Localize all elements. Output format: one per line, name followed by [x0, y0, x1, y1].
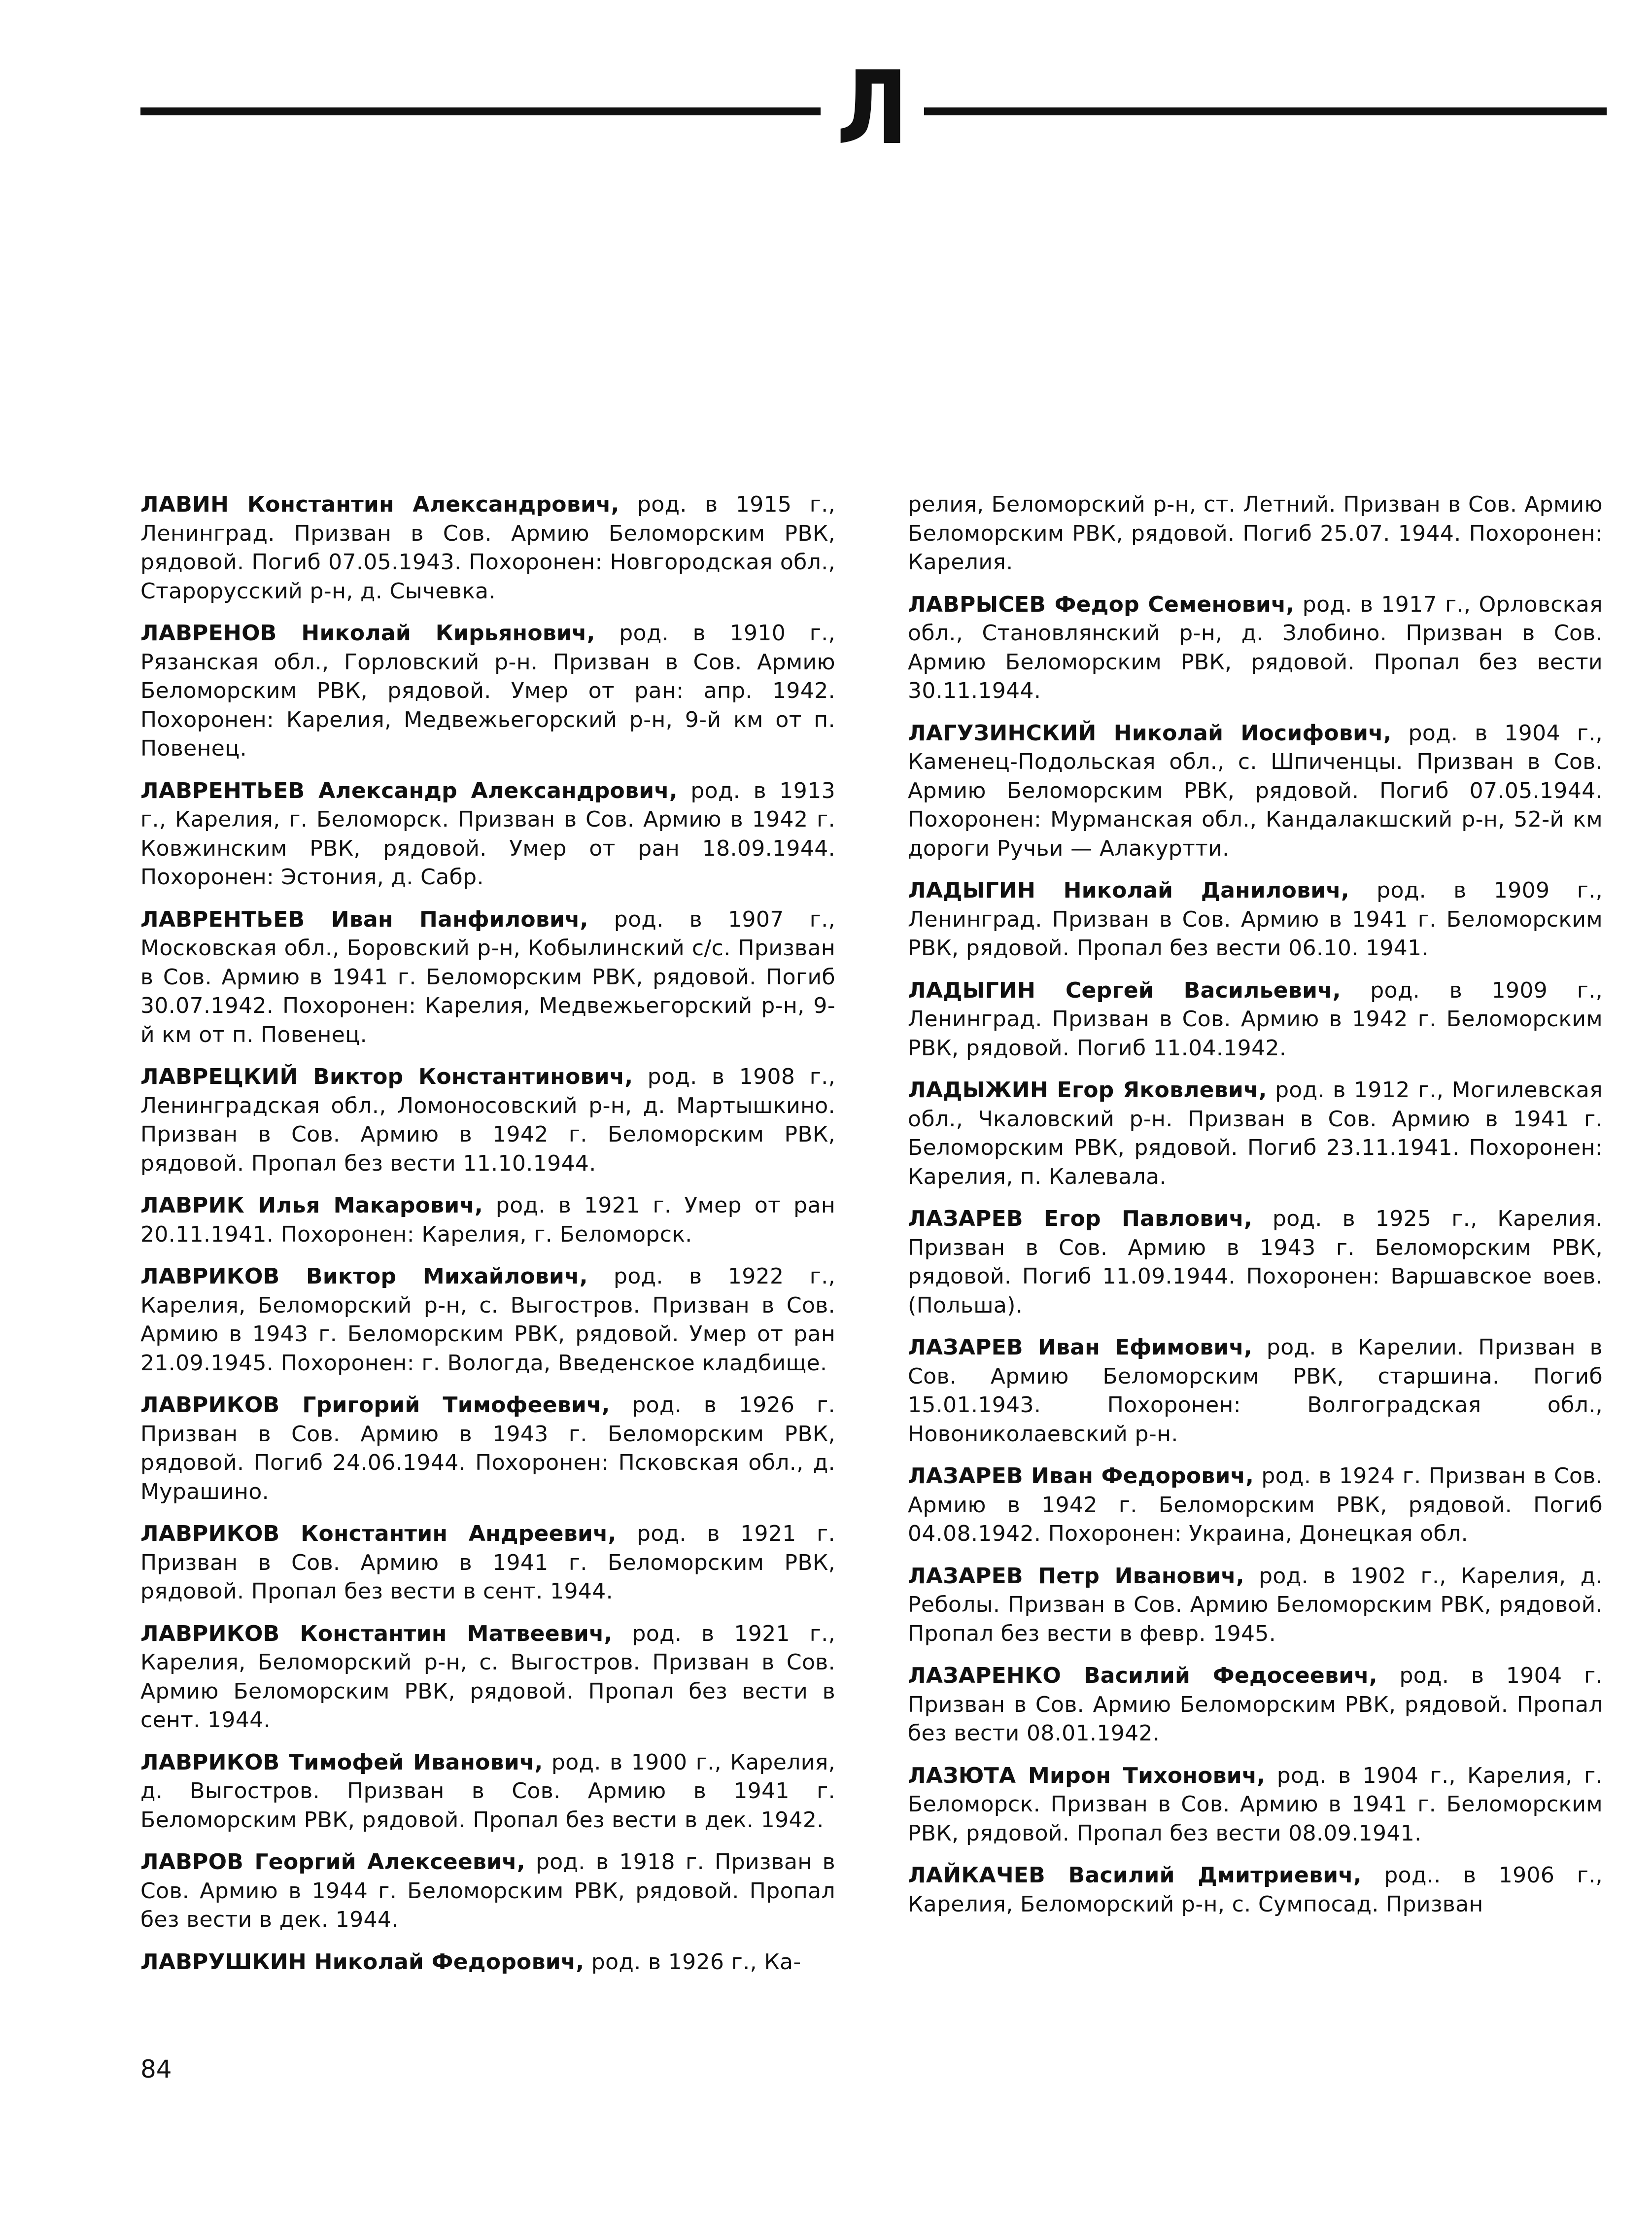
person-name: ЛАЗЮТА Мирон Тихонович, — [908, 1763, 1266, 1788]
person-entry — [140, 619, 835, 764]
person-name: ЛАВРИКОВ Константин Матвеевич, — [140, 1621, 613, 1646]
person-name: ЛАЙКАЧЕВ Василий Дмитриевич, — [908, 1863, 1362, 1888]
person-name: ЛАВРИК Илья Макарович, — [140, 1193, 483, 1218]
person-details: род. в 1904 г., Каменец-Подольская обл., с. Шпиченцы. Призван в Сов. Армию Беломорским РВК, рядовой. Погиб 07.05.1944. Похоронен: Мурманская обл., Кандалакшский р-н, 52-й км дороги Ручьи — Алакуртти. — [908, 720, 1603, 861]
person-name: ЛАВРЫСЕВ Федор Семенович, — [908, 591, 1295, 617]
person-details: род. в 1900 г., Карелия, д. Выгостров. Призван в Сов. Армию в 1941 г. Беломорским РВК, рядовой. Пропал без вести в дек. 1942. — [140, 1749, 836, 1833]
person-entry — [140, 1748, 835, 1835]
person-entry — [140, 1262, 835, 1378]
page-number: 84 — [140, 2055, 172, 2084]
person-entry — [140, 1191, 835, 1249]
person-entry — [908, 490, 1603, 577]
person-details: род. в 1917 г., Орловская обл., Становлянский р-н, д. Злобино. Призван в Сов. Армию Беломорским РВК, рядовой. Пропал без вести 30.11.1944. — [908, 591, 1603, 703]
person-entry — [908, 1861, 1603, 1919]
person-name: ЛАВРИКОВ Тимофей Иванович, — [140, 1749, 543, 1775]
person-entry — [140, 905, 835, 1050]
person-details: род. в 1910 г., Рязанская обл., Горловский р-н. Призван в Сов. Армию Беломорским РВК, рядовой. Умер от ран: апр. 1942. Похоронен: Карелия, Медвежьегорский р-н, 9-й км от п. Повенец. — [140, 621, 835, 761]
person-name: ЛАВРЕНТЬЕВ Александр Александрович, — [140, 778, 678, 803]
person-details: род. в Карелии. Призван в Сов. Армию Беломорским РВК, старшина. Погиб 15.01.1943. Похоронен: Волгоградская обл., Новониколаевский р-н. — [908, 1335, 1603, 1447]
right-column — [908, 490, 1603, 1932]
person-details: род. в 1918 г. Призван в Сов. Армию в 1944 г. Беломорским РВК, рядовой. Пропал без вести в дек. 1944. — [140, 1849, 835, 1932]
section-letter-header — [140, 50, 1607, 167]
person-entry — [140, 1520, 835, 1606]
person-details: род. в 1908 г., Ленинградская обл., Ломоносовский р-н, д. Мартышкино. Призван в Сов. Армию в 1942 г. Беломорским РВК, рядовой. Пропал без вести 11.10.1944. — [140, 1064, 835, 1176]
header-rule-left — [140, 107, 821, 115]
person-name: ЛАЗАРЕВ Петр Иванович, — [908, 1563, 1244, 1589]
person-entry — [908, 1662, 1603, 1748]
person-entry — [140, 1848, 835, 1935]
person-name: ЛАВРЕНОВ Николай Кирьянович, — [140, 621, 595, 646]
person-entry — [908, 1076, 1603, 1191]
person-details: род. в 1926 г. Призван в Сов. Армию в 1943 г. Беломорским РВК, рядовой. Погиб 24.06.1944. Похоронен: Псковская обл., д. Мурашино. — [140, 1392, 835, 1504]
person-entry — [908, 1205, 1603, 1320]
person-details: род. в 1924 г. Призван в Сов. Армию в 1942 г. Беломорским РВК, рядовой. Погиб 04.08.1942. Похоронен: Украина, Донецкая обл. — [908, 1463, 1603, 1546]
person-entry — [908, 876, 1603, 963]
person-entry — [908, 1762, 1603, 1848]
person-entry — [140, 490, 835, 606]
person-name: ЛАВРЕНТЬЕВ Иван Панфилович, — [140, 906, 588, 932]
person-entry — [908, 976, 1603, 1063]
person-entry — [908, 591, 1603, 706]
person-details: род. в 1922 г., Карелия, Беломорский р-н, с. Выгостров. Призван в Сов. Армию в 1943 г. Беломорским РВК, рядовой. Умер от ран 21.09.1945. Похоронен: г. Вологда, Введенское кладбище. — [140, 1264, 835, 1376]
person-name: ЛАГУЗИНСКИЙ Николай Иосифович, — [908, 720, 1392, 746]
person-name: ЛАВРИКОВ Григорий Тимофеевич, — [140, 1392, 610, 1418]
person-details: род. в 1926 г., Ка- — [584, 1949, 801, 1975]
person-name: ЛАВРУШКИН Николай Федорович, — [140, 1949, 585, 1975]
person-entry — [140, 1063, 835, 1178]
person-name: ЛАЗАРЕВ Иван Ефимович, — [908, 1335, 1253, 1360]
person-details: род. в 1907 г., Московская обл., Боровский р-н, Кобылинский с/с. Призван в Сов. Армию в 1941 г. Беломорским РВК, рядовой. Погиб 30.07.1942. Похоронен: Карелия, Медвежьегорский р-н, 9-й км от п. Повенец. — [140, 906, 835, 1047]
left-column — [140, 490, 835, 1990]
person-details: род. в 1915 г., Ленинград. Призван в Сов. Армию Беломорским РВК, рядовой. Погиб 07.05.1943. Похоронен: Новгородская обл., Старорусский р-н, д. Сычевка. — [140, 492, 835, 604]
person-details: род. в 1925 г., Карелия. Призван в Сов. Армию в 1943 г. Беломорским РВК, рядовой. Погиб 11.09.1944. Похоронен: Варшавское воев. (Польша). — [908, 1206, 1603, 1318]
person-entry — [140, 1948, 835, 1977]
person-name: ЛАВРИКОВ Виктор Михайлович, — [140, 1264, 588, 1289]
person-details: род. в 1912 г., Могилевская обл., Чкаловский р-н. Призван в Сов. Армию в 1941 г. Беломорским РВК, рядовой. Погиб 23.11.1941. Похоронен: Карелия, п. Калевала. — [908, 1077, 1603, 1189]
person-name: ЛАЗАРЕВ Иван Федорович, — [908, 1463, 1254, 1489]
person-details: род.. в 1906 г., Карелия, Беломорский р-н, с. Сумпосад. Призван — [908, 1863, 1603, 1917]
person-entry — [908, 1562, 1603, 1649]
person-details: род. в 1904 г., Карелия, г. Беломорск. Призван в Сов. Армию в 1941 г. Беломорским РВК, рядовой. Пропал без вести 08.09.1941. — [908, 1763, 1603, 1846]
person-entry — [140, 1391, 835, 1506]
person-entry — [140, 1620, 835, 1735]
person-name: ЛАВРЕЦКИЙ Виктор Константинович, — [140, 1064, 633, 1089]
person-details: род. в 1913 г., Карелия, г. Беломорск. Призван в Сов. Армию в 1942 г. Ковжинским РВК, рядовой. Умер от ран 18.09.1944. Похоронен: Эстония, д. Сабр. — [140, 778, 835, 890]
person-name: ЛАВРОВ Георгий Алексеевич, — [140, 1849, 525, 1875]
person-name: ЛАДЫГИН Сергей Васильевич, — [908, 977, 1341, 1003]
person-details: релия, Беломорский р-н, ст. Летний. Призван в Сов. Армию Беломорским РВК, рядовой. Погиб 25.07. 1944. Похоронен: Карелия. — [908, 492, 1603, 575]
person-name: ЛАДЫГИН Николай Данилович, — [908, 878, 1349, 903]
person-details: род. в 1909 г., Ленинград. Призван в Сов. Армию в 1942 г. Беломорским РВК, рядовой. Погиб 11.04.1942. — [908, 977, 1603, 1061]
person-entry — [140, 777, 835, 892]
header-rule-right — [924, 107, 1607, 115]
person-details: род. в 1909 г., Ленинград. Призван в Сов. Армию в 1941 г. Беломорским РВК, рядовой. Пропал без вести 06.10. 1941. — [908, 878, 1603, 961]
person-details: род. в 1921 г. Призван в Сов. Армию в 1941 г. Беломорским РВК, рядовой. Пропал без вести в сент. 1944. — [140, 1521, 836, 1604]
person-name: ЛАВИН Константин Александрович, — [140, 492, 620, 517]
person-name: ЛАЗАРЕНКО Василий Федосеевич, — [908, 1663, 1377, 1688]
person-entry — [908, 719, 1603, 864]
person-name: ЛАЗАРЕВ Егор Павлович, — [908, 1206, 1253, 1231]
person-details: род. в 1921 г. Умер от ран 20.11.1941. Похоронен: Карелия, г. Беломорск. — [140, 1193, 835, 1247]
person-entry — [908, 1462, 1603, 1549]
person-details: род. в 1902 г., Карелия, д. Реболы. Призван в Сов. Армию Беломорским РВК, рядовой. Пропал без вести в февр. 1945. — [908, 1563, 1603, 1646]
person-entry — [908, 1333, 1603, 1449]
person-details: род. в 1904 г. Призван в Сов. Армию Беломорским РВК, рядовой. Пропал без вести 08.01.1942. — [908, 1663, 1603, 1746]
person-name: ЛАДЫЖИН Егор Яковлевич, — [908, 1077, 1267, 1103]
person-details: род. в 1921 г., Карелия, Беломорский р-н, с. Выгостров. Призван в Сов. Армию Беломорским РВК, рядовой. Пропал без вести в сент. 1944. — [140, 1621, 835, 1733]
person-name: ЛАВРИКОВ Константин Андреевич, — [140, 1521, 617, 1546]
section-letter: Л — [836, 50, 908, 167]
